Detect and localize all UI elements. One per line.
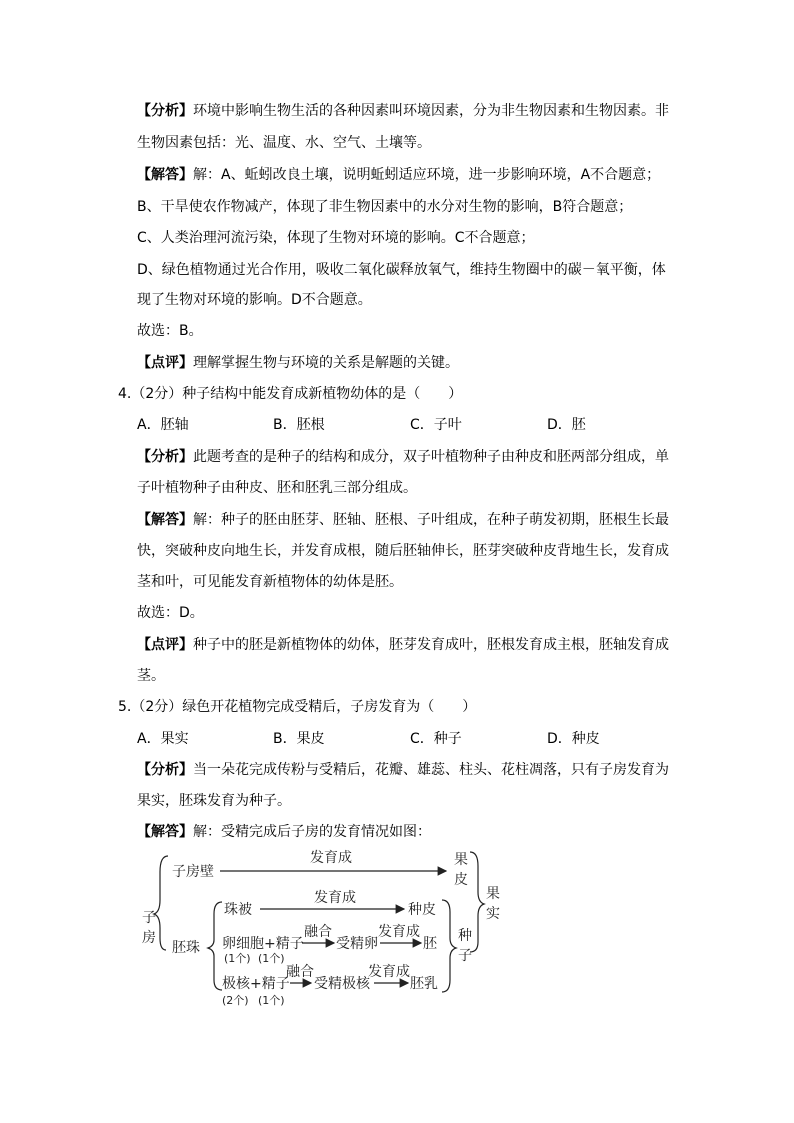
answer-tag: 【解答】 (137, 167, 193, 183)
label-embryo: 胚 (423, 936, 437, 952)
q4-analysis-text-1: 此题考查的是种子的结构和成分，双子叶植物种子由种皮和胚两部分组成，单 (193, 449, 669, 465)
q4-comment-line-2: 茎。 (137, 668, 165, 684)
label-count-egg: (1个) (224, 952, 251, 965)
comment-tag: 【点评】 (137, 355, 193, 371)
analysis-tag: 【分析】 (137, 103, 193, 119)
q3-answer-line-5: 现了生物对环境的影响。D不合题意。 (137, 292, 372, 308)
q3-answer-line-4: D、绿色植物通过光合作用，吸收二氧化碳释放氧气，维持生物圈中的碳－氧平衡，体 (137, 262, 666, 278)
label-count-polar: (2个) (222, 994, 249, 1007)
q5-analysis-text-1: 当一朵花完成传粉与受精后，花瓣、雄蕊、柱头、花柱凋落，只有子房发育为 (193, 762, 669, 778)
q3-answer-line-3: C、人类治理河流污染，体现了生物对环境的影响。C不合题意； (137, 230, 535, 246)
comment-tag: 【点评】 (137, 637, 193, 653)
q5-analysis-line-1 (137, 760, 669, 780)
label-integument: 珠被 (224, 902, 252, 918)
q4-comment-line-1 (137, 635, 669, 655)
fruit-brace (470, 852, 484, 952)
label-develops-2: 发育成 (314, 890, 356, 906)
label-count-sperm-2: (1个) (258, 994, 285, 1007)
q3-analysis-line-2: 生物因素包括：光、温度、水、空气、土壤等。 (137, 135, 431, 151)
q4-comment-text-1: 种子中的胚是新植物体的幼体，胚芽发育成叶，胚根发育成主根，胚轴发育成 (193, 637, 669, 653)
label-ovary-1: 子 (142, 910, 156, 926)
label-develops-3: 发育成 (378, 924, 420, 940)
label-fuse-1: 融合 (304, 924, 332, 940)
label-seed-2: 子 (458, 948, 472, 964)
label-fuse-2: 融合 (286, 964, 314, 980)
analysis-tag: 【分析】 (137, 449, 193, 465)
label-ovule: 胚珠 (172, 940, 200, 956)
label-zygote: 受精卵 (336, 936, 378, 952)
q3-analysis-line-1 (137, 101, 669, 121)
label-ovary-wall: 子房壁 (172, 864, 214, 880)
label-count-sperm: (1个) (258, 952, 285, 965)
q4-analysis-line-2: 子叶植物种子由种皮、胚和胚乳三部分组成。 (137, 480, 417, 496)
q4-answer-text-1: 解：种子的胚由胚芽、胚轴、胚根、子叶组成，在种子萌发初期，胚根生长最 (193, 512, 669, 528)
label-endosperm: 胚乳 (410, 976, 438, 992)
q3-comment-line (137, 353, 459, 373)
answer-tag: 【解答】 (137, 824, 193, 840)
q3-choice: 故选：B。 (137, 323, 203, 339)
q4-option-c: C．子叶 (410, 417, 462, 433)
q5-analysis-line-2: 果实，胚珠发育为种子。 (137, 793, 291, 809)
q4-answer-line-2: 快，突破种皮向地生长，并发育成根，随后胚轴伸长，胚芽突破种皮背地生长，发育成 (137, 543, 669, 559)
q3-comment-text: 理解掌握生物与环境的关系是解题的关键。 (193, 355, 459, 371)
q3-answer-line-1 (137, 165, 660, 185)
label-seed-1: 种 (458, 928, 472, 944)
label-fertilized-polar: 受精极核 (314, 976, 370, 992)
analysis-tag: 【分析】 (137, 762, 193, 778)
ovary-development-diagram (138, 842, 518, 1012)
q5-stem: 5.（2分）绿色开花植物完成受精后，子房发育为（ ） (118, 699, 477, 715)
q5-option-a: A．果实 (137, 731, 189, 747)
answer-tag: 【解答】 (137, 512, 193, 528)
label-develops-1: 发育成 (310, 850, 352, 866)
q4-option-d: D．胚 (547, 417, 586, 433)
q4-analysis-line-1 (137, 447, 669, 467)
ovule-brace (208, 902, 222, 990)
q3-analysis-text-1: 环境中影响生物生活的各种因素叫环境因素，分为非生物因素和生物因素。非 (193, 103, 669, 119)
label-fruit-1: 果 (486, 886, 500, 902)
q4-answer-line-3: 茎和叶，可见能发育新植物体的幼体是胚。 (137, 574, 403, 590)
label-fruit-coat-1: 果 (454, 852, 468, 868)
seed-brace (442, 900, 456, 992)
q3-answer-line-2: B、干旱使农作物减产，体现了非生物因素中的水分对生物的影响，B符合题意； (137, 199, 633, 215)
label-polar-sperm: 极核+精子 (222, 976, 290, 992)
q5-option-d: D．种皮 (547, 731, 600, 747)
label-seed-coat: 种皮 (408, 902, 436, 918)
q5-option-b: B．果皮 (273, 731, 325, 747)
ovary-brace (154, 856, 168, 950)
label-fruit-2: 实 (486, 906, 500, 922)
label-develops-4: 发育成 (368, 964, 410, 980)
label-ovary-2: 房 (142, 930, 156, 946)
label-egg-sperm: 卵细胞+精子 (222, 936, 304, 952)
label-fruit-coat-2: 皮 (454, 872, 468, 888)
q5-answer-text: 解：受精完成后子房的发育情况如图： (193, 824, 431, 840)
q5-answer-line (137, 822, 431, 842)
q4-option-a: A．胚轴 (137, 417, 189, 433)
q5-option-c: C．种子 (410, 731, 462, 747)
q4-option-b: B．胚根 (273, 417, 325, 433)
q4-choice: 故选：D。 (137, 605, 204, 621)
q4-answer-line-1 (137, 510, 669, 530)
q3-answer-text-1: 解：A、蚯蚓改良土壤，说明蚯蚓适应环境，进一步影响环境，A不合题意； (193, 167, 661, 183)
q4-stem: 4.（2分）种子结构中能发育成新植物幼体的是（ ） (118, 386, 463, 402)
